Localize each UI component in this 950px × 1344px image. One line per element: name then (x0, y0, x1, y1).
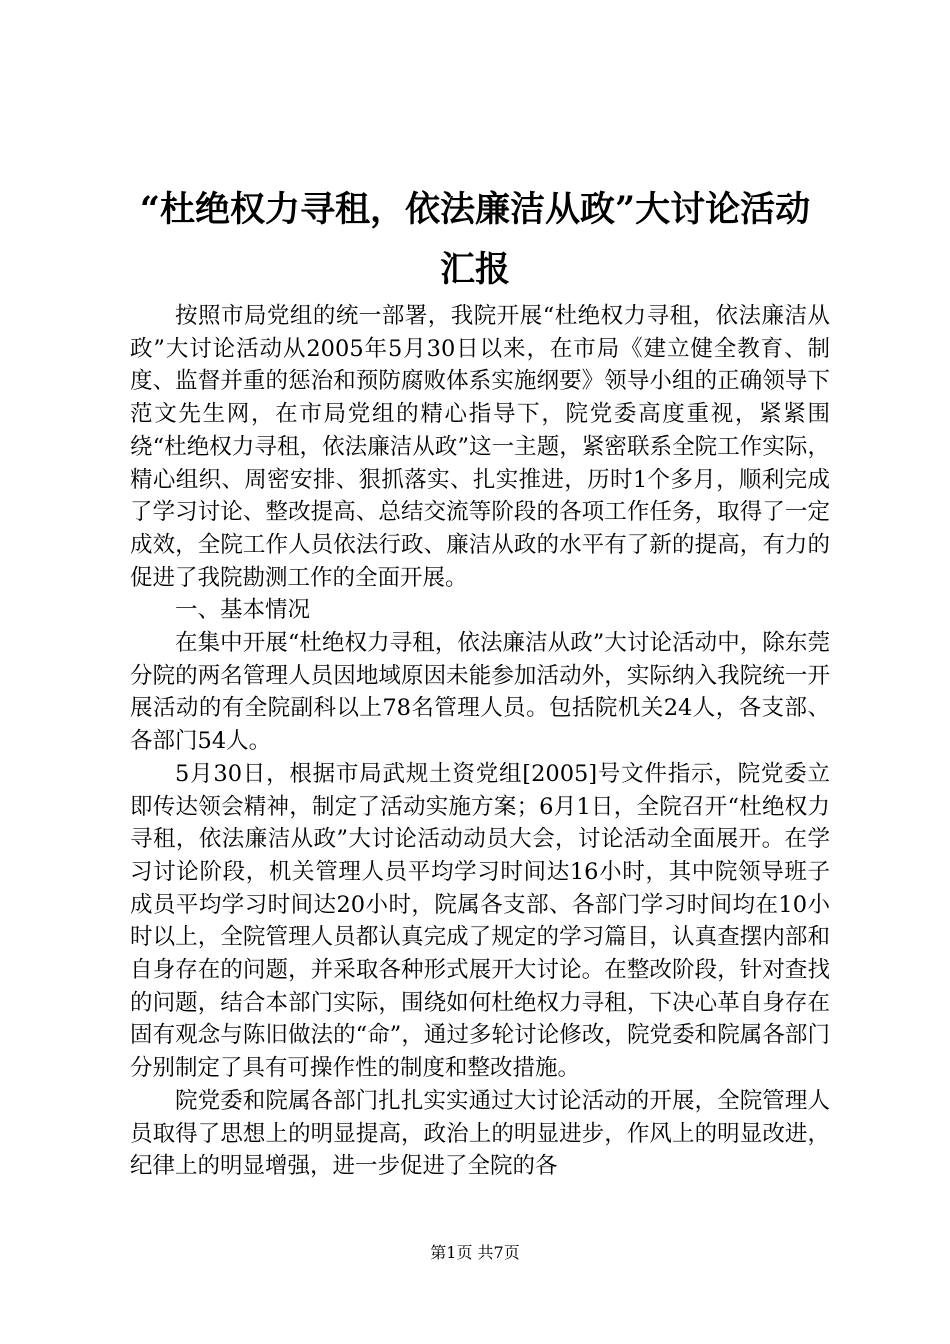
document-title-line-2: 汇报 (439, 249, 510, 290)
paragraph-results: 院党委和院属各部门扎扎实实通过大讨论活动的开展，全院管理人员取得了思想上的明显提高，政治上的明显进步，作风上的明显改进，纪律上的明显增强，进一步促进了全院的各 (130, 1087, 830, 1180)
paragraph-intro: 按照市局党组的统一部署，我院开展“杜绝权力寻租，依法廉洁从政”大讨论活动从2005年5月30日以来，在市局《建立健全教育、制度、监督并重的惩治和预防腐败体系实施纲要》领导小组的正确领导下范文先生网，在市局党组的精心指导下，院党委高度重视，紧紧围绕“杜绝权力寻租，依法廉洁从政”这一主题，紧密联系全院工作实际，精心组织、周密安排、狠抓落实、扎实推进，历时1个多月，顺利完成了学习讨论、整改提高、总结交流等阶段的各项工作任务，取得了一定成效，全院工作人员依法行政、廉洁从政的水平有了新的提高，有力的促进了我院勘测工作的全面开展。 (130, 303, 830, 591)
page-number-footer: 第1页 共7页 (430, 1243, 520, 1262)
document-title-line-1: “杜绝权力寻租，依法廉洁从政”大讨论活动 (139, 189, 811, 230)
section-heading-basic-situation: 一、基本情况 (175, 597, 311, 624)
paragraph-participants: 在集中开展“杜绝权力寻租，依法廉洁从政”大讨论活动中，除东莞分院的两名管理人员因地域原因未能参加活动外，实际纳入我院统一开展活动的有全院副科以上78名管理人员。包括院机关24人，各支部、各部门54人。 (130, 630, 830, 755)
paragraph-process: 5月30日，根据市局武规土资党组[2005]号文件指示，院党委立即传达领会精神，制定了活动实施方案；6月1日，全院召开“杜绝权力寻租，依法廉洁从政”大讨论活动动员大会，讨论活动全面展开。在学习讨论阶段，机关管理人员平均学习时间达16小时，其中院领导班子成员平均学习时间达20小时，院属各支部、各部门学习时间均在10小时以上，全院管理人员都认真完成了规定的学习篇目，认真查摆内部和自身存在的问题，并采取各种形式展开大讨论。在整改阶段，针对查找的问题，结合本部门实际，围绕如何杜绝权力寻租，下决心革自身存在固有观念与陈旧做法的“命”，通过多轮讨论修改，院党委和院属各部门分别制定了具有可操作性的制度和整改措施。 (130, 760, 830, 1082)
document-body (130, 300, 830, 1183)
